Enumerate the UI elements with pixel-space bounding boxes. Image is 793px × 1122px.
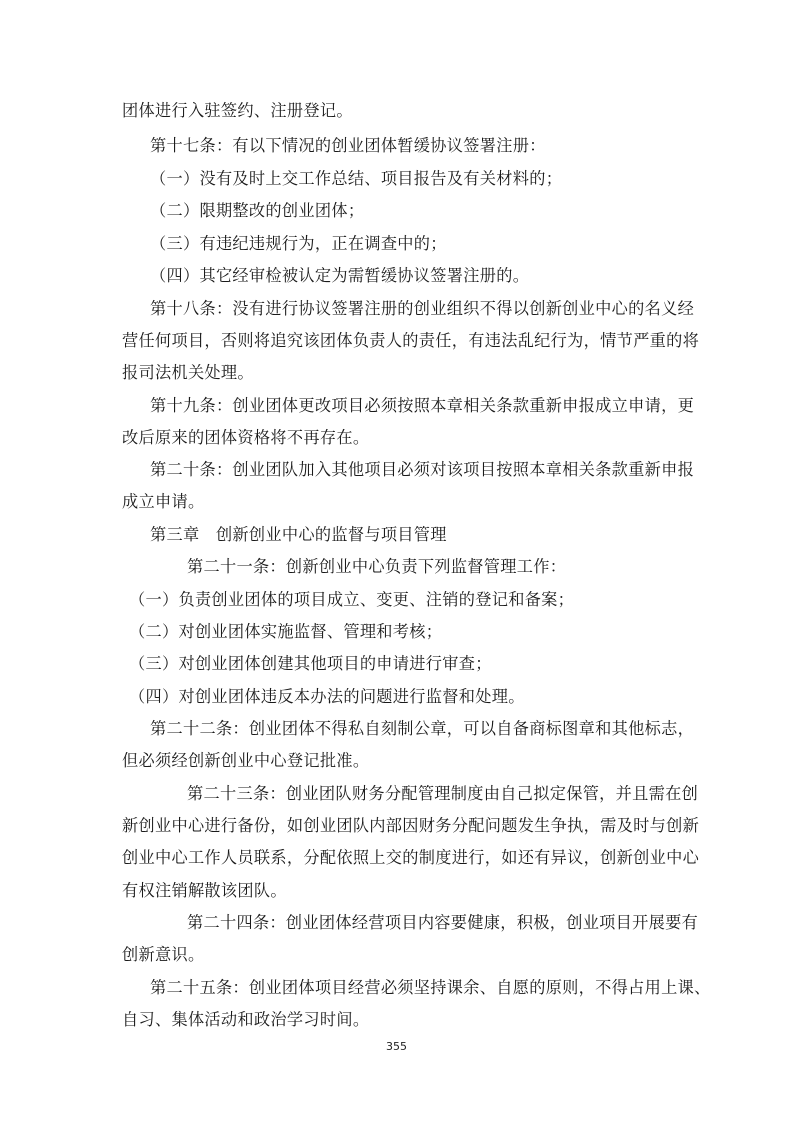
list-item: （四）其它经审检被认定为需暂缓协议签署注册的。 <box>150 266 530 285</box>
text-line: 有权注销解散该团队。 <box>122 881 287 900</box>
article-20: 第二十条：创业团队加入其他项目必须对该项目按照本章相关条款重新申报 <box>150 460 695 479</box>
article-24: 第二十四条：创业团体经营项目内容要健康，积极，创业项目开展要有 <box>187 913 699 932</box>
text-line: 成立申请。 <box>122 492 205 511</box>
text-line: 创新意识。 <box>122 945 205 964</box>
list-item: （二）对创业团体实施监督、管理和考核； <box>129 622 443 641</box>
list-item: （一）没有及时上交工作总结、项目报告及有关材料的； <box>150 169 563 188</box>
chapter-3-heading: 第三章 创新创业中心的监督与项目管理 <box>150 525 447 544</box>
list-item: （三）对创业团体创建其他项目的申请进行审查； <box>129 654 492 673</box>
list-item: （三）有违纪违规行为，正在调查中的； <box>150 234 447 253</box>
list-item: （一）负责创业团体的项目成立、变更、注销的登记和备案； <box>129 590 575 609</box>
text-line: 创业中心工作人员联系，分配依照上交的制度进行，如还有异议，创新创业中心 <box>122 848 700 867</box>
article-17-heading: 第十七条：有以下情况的创业团体暂缓协议签署注册： <box>150 136 546 155</box>
article-25: 第二十五条：创业团体项目经营必须坚持课余、自愿的原则，不得占用上课、 <box>150 978 711 997</box>
article-18: 第十八条：没有进行协议签署注册的创业组织不得以创新创业中心的名义经 <box>150 299 695 318</box>
text-line: 自习、集体活动和政治学习时间。 <box>122 1010 370 1029</box>
text-line: 营任何项目，否则将追究该团体负责人的责任，有违法乱纪行为，情节严重的将 <box>122 331 700 350</box>
list-item: （四）对创业团体违反本办法的问题进行监督和处理。 <box>129 687 525 706</box>
article-19: 第十九条：创业团体更改项目必须按照本章相关条款重新申报成立申请，更 <box>150 396 695 415</box>
text-line: 新创业中心进行备份，如创业团队内部因财务分配问题发生争执，需及时与创新 <box>122 816 700 835</box>
text-line: 改后原来的团体资格将不再存在。 <box>122 428 370 447</box>
text-line: 团体进行入驻签约、注册登记。 <box>122 101 353 120</box>
article-23: 第二十三条：创业团队财务分配管理制度由自己拟定保管，并且需在创 <box>187 784 699 803</box>
text-line: 报司法机关处理。 <box>122 363 254 382</box>
text-line: 但必须经创新创业中心登记批准。 <box>122 751 370 770</box>
article-22: 第二十二条：创业团体不得私自刻制公章，可以自备商标图章和其他标志， <box>150 719 695 738</box>
article-21-heading: 第二十一条：创新创业中心负责下列监督管理工作： <box>187 557 567 576</box>
page-number: 355 <box>386 1040 407 1053</box>
list-item: （二）限期整改的创业团体； <box>150 201 365 220</box>
